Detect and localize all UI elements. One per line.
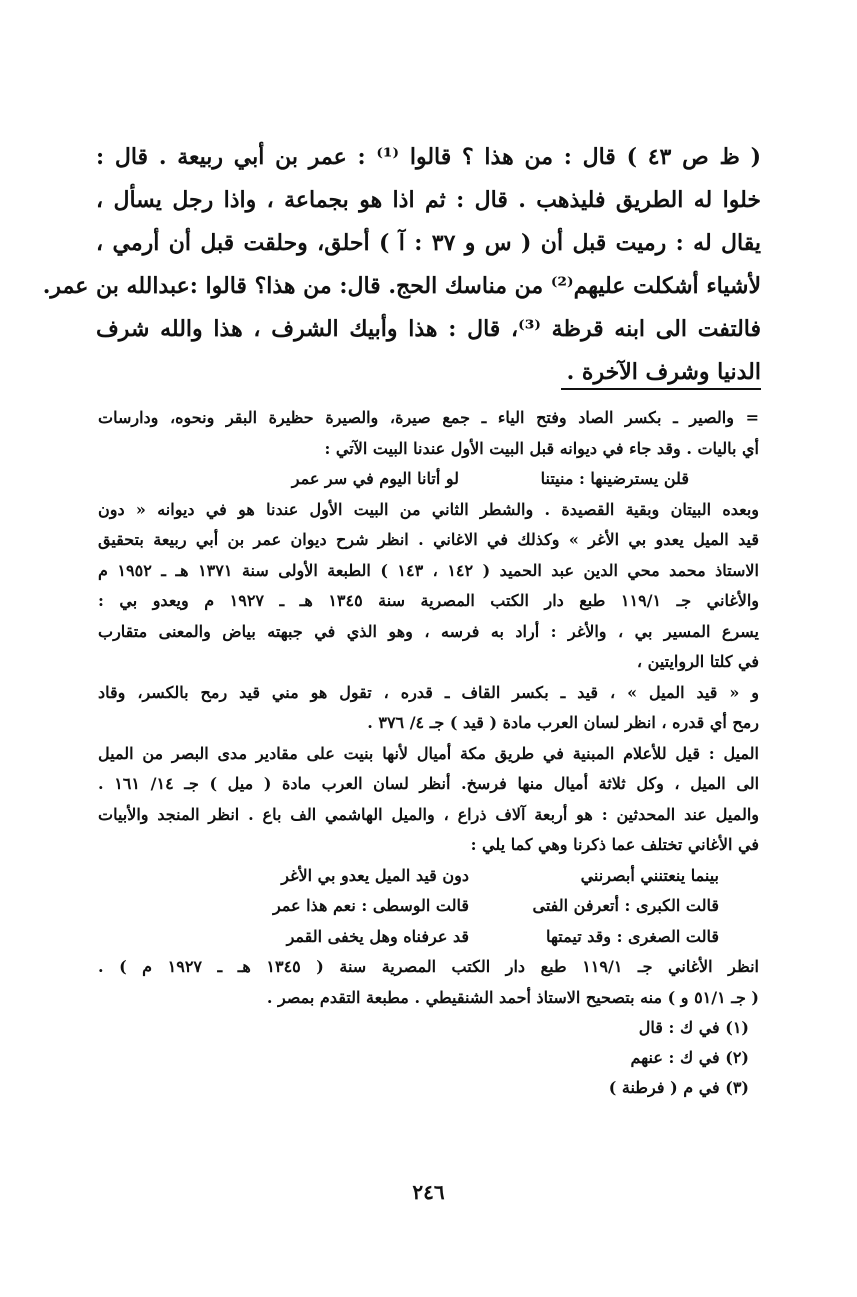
- verse-hemistich-second: قد عرفناه وهل يخفى القمر: [286, 926, 469, 946]
- note-line: وبعده البيتان وبقية القصيدة . والشطر الثاني من البيت الأول عندنا هو في ديوانه « دون: [98, 499, 759, 519]
- body-line: ( ظ ص ٤٣ ) قال : من هذا ؟ قالوا ⁽¹⁾ : عمر بن أبي ربيعة . قال :: [96, 144, 761, 170]
- verse-hemistich-second: لو أتانا اليوم في سر عمر: [291, 469, 459, 488]
- note-line: في الأغاني تختلف عما ذكرنا وهي كما يلي :: [470, 835, 759, 854]
- poem-verse: [98, 922, 759, 953]
- note-line: الاستاذ محمد محي الدين عبد الحميد ( ١٤٢ ، ١٤٣ ) الطبعة الأولى سنة ١٣٧١ هـ ـ ١٩٥٢ م: [98, 560, 759, 580]
- footnotes-list: [98, 1013, 759, 1103]
- main-text: [42, 136, 762, 394]
- verse-hemistich-first: قلن يسترضينها : منيتنا: [540, 469, 689, 488]
- note-line: يسرع المسير بي ، والأغر : أراد به فرسه ، وهو الذي في جبهته بياض والمعنى متقارب: [98, 621, 759, 641]
- verse-hemistich-first: قالت الصغرى : وقد تيمتها: [546, 926, 719, 946]
- note-line: رمح أي قدره ، انظر لسان العرب مادة ( قيد ) جـ ٤/ ٣٧٦ .: [367, 713, 759, 732]
- footnote-separator: [561, 388, 761, 390]
- note-line: والميل عند المحدثين : هو أربعة آلاف ذراع ، والميل الهاشمي الف باع . انظر المنجد والأبيات: [98, 804, 759, 824]
- poem-verse: [98, 861, 759, 892]
- verse-hemistich-second: دون قيد الميل يعدو بي الأغر: [281, 865, 469, 885]
- body-line: فالتفت الى ابنه قرظة ⁽³⁾، قال : هذا وأبيك الشرف ، هذا والله شرف: [96, 316, 762, 342]
- note-line: انظر الأغاني جـ ١١٩/١ طبع دار الكتب المصرية سنة ( ١٣٤٥ هـ ـ ١٩٢٧ م ) .: [98, 957, 760, 976]
- note-line: و « قيد الميل » ، قيد ـ بكسر القاف ـ قدره ، تقول هو مني قيد رمح بالكسر، وقاد: [98, 682, 759, 702]
- verse-hemistich-first: قالت الكبرى : أتعرفن الفتى: [532, 896, 719, 915]
- note-line: = والصير ـ بكسر الصاد وفتح الياء ـ جمع صيرة، والصيرة حظيرة البقر ونحوه، ودارسات: [98, 408, 759, 427]
- verse-hemistich-first: بينما ينعتنني أبصرنني: [580, 865, 719, 885]
- page-number: ٢٤٦: [412, 1180, 445, 1204]
- note-line: قيد الميل يعدو بي الأغر » وكذلك في الاغاني . انظر شرح ديوان عمر بن أبي ربيعة بتحقيق: [98, 530, 759, 549]
- notes-section: [98, 403, 759, 1103]
- footnote: (٣) في م ( فرطنة ): [608, 1078, 749, 1097]
- body-line: يقال له : رميت قبل أن ( س و ٣٧ : آ ) أحلق، وحلقت قبل أن أرمي ،: [96, 230, 761, 256]
- note-line: الى الميل ، وكل ثلاثة أميال منها فرسخ. أنظر لسان العرب مادة ( ميل ) جـ ١٤/ ١٦١ .: [98, 774, 760, 793]
- body-line: خلوا له الطريق فليذهب . قال : ثم اذا هو بجماعة ، واذا رجل يسأل ،: [96, 187, 761, 213]
- note-line: والأغاني جـ ١١٩/١ طبع دار الكتب المصرية سنة ١٣٤٥ هـ ـ ١٩٢٧ م ويعدو بي :: [98, 591, 759, 610]
- poem-verse: [98, 891, 759, 922]
- note-line: الميل : قيل للأعلام المبنية في طريق مكة أميال لأنها بنيت على مقادير مدى البصر من الميل: [98, 743, 759, 763]
- footnote: (١) في ك : قال: [638, 1018, 749, 1037]
- poem-verse: [98, 464, 759, 495]
- note-line: ( جـ ٥١/١ و ) منه بتصحيح الاستاذ أحمد الشنقيطي . مطبعة التقدم بمصر .: [266, 987, 759, 1007]
- body-line: لأشياء أشكلت عليهم⁽²⁾ من مناسك الحج. قال: من هذا؟ قالوا :عبدالله بن عمر.: [42, 273, 761, 299]
- body-line: الدنيا وشرف الآخرة .: [566, 359, 761, 385]
- verse-hemistich-second: قالت الوسطى : نعم هذا عمر: [272, 896, 469, 915]
- footnote: (٢) في ك : عنهم: [630, 1048, 749, 1067]
- note-line: أي باليات . وقد جاء في ديوانه قبل البيت الأول عندنا البيت الآتي :: [324, 438, 759, 458]
- note-line: في كلتا الروايتين ،: [636, 652, 759, 671]
